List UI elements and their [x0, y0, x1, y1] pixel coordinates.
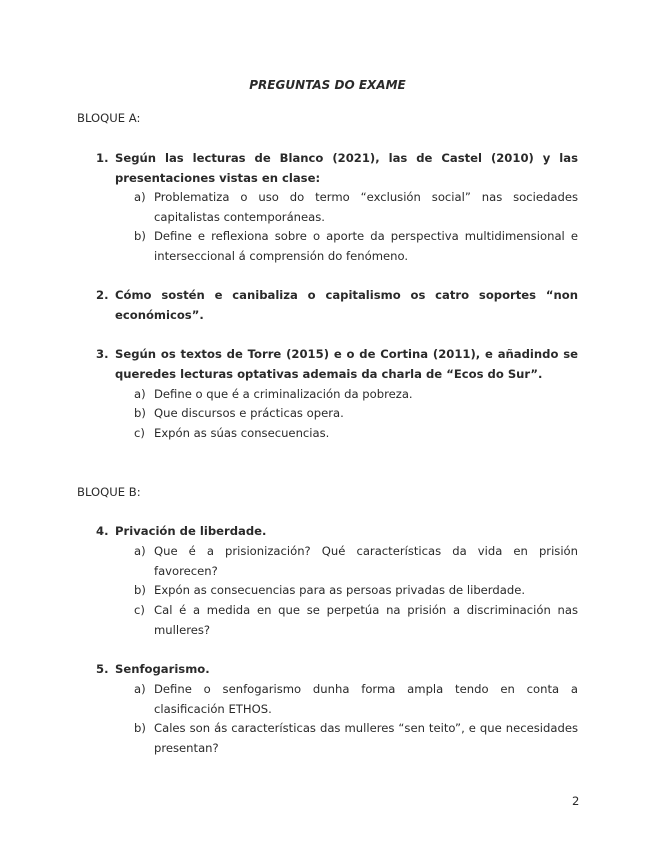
question-5-item-b — [134, 719, 578, 758]
item-letter: c) — [134, 426, 145, 440]
question-text: Privación de liberdade. — [115, 524, 267, 538]
question-3-item-c — [134, 424, 578, 444]
question-text: Según os textos de Torre (2015) e o de Cortina (2011), e añadindo se queredes lecturas optativas ademais da charla de “Ecos do Sur”. — [115, 347, 578, 381]
block-b-label: BLOQUE B: — [77, 485, 141, 499]
question-number: 1. — [96, 151, 109, 165]
item-letter: b) — [134, 583, 146, 597]
item-letter: a) — [134, 544, 146, 558]
question-1-item-b — [134, 227, 578, 266]
question-text: Cómo sostén e canibaliza o capitalismo os catro soportes “non económicos”. — [115, 288, 578, 322]
question-number: 5. — [96, 662, 109, 676]
item-letter: a) — [134, 682, 146, 696]
question-number: 2. — [96, 288, 109, 302]
question-text: Según las lecturas de Blanco (2021), las de Castel (2010) y las presentaciones vistas en clase: — [115, 151, 578, 185]
page-title: PREGUNTAS DO EXAME — [249, 78, 406, 92]
question-4 — [96, 522, 578, 542]
question-1-item-a — [134, 188, 578, 227]
block-a-label: BLOQUE A: — [77, 111, 141, 125]
question-3 — [96, 345, 578, 384]
question-3-item-b — [134, 404, 578, 424]
item-letter: b) — [134, 406, 146, 420]
item-text: Define e reflexiona sobre o aporte da perspectiva multidimensional e interseccional á comprensión do fenómeno. — [154, 229, 578, 263]
question-2 — [96, 286, 578, 325]
question-5-item-a — [134, 680, 578, 719]
item-letter: c) — [134, 603, 145, 617]
item-text: Cales son ás características das mulleres “sen teito”, e que necesidades presentan? — [154, 721, 578, 755]
question-4-item-b — [134, 581, 578, 601]
question-number: 3. — [96, 347, 109, 361]
item-letter: a) — [134, 387, 146, 401]
page-number: 2 — [572, 794, 580, 808]
item-text: Define o senfogarismo dunha forma ampla tendo en conta a clasificación ETHOS. — [154, 682, 578, 716]
question-number: 4. — [96, 524, 109, 538]
item-letter: b) — [134, 721, 146, 735]
item-text: Problematiza o uso do termo “exclusión social” nas sociedades capitalistas contemporáneas. — [154, 190, 578, 224]
question-5 — [96, 660, 578, 680]
question-text: Senfogarismo. — [115, 662, 210, 676]
item-letter: a) — [134, 190, 146, 204]
question-4-item-c — [134, 601, 578, 640]
item-text: Que discursos e prácticas opera. — [154, 406, 344, 420]
item-letter: b) — [134, 229, 146, 243]
question-1 — [96, 149, 578, 188]
question-4-item-a — [134, 542, 578, 581]
item-text: Expón as consecuencias para as persoas privadas de liberdade. — [154, 583, 526, 597]
item-text: Cal é a medida en que se perpetúa na prisión a discriminación nas mulleres? — [154, 603, 578, 637]
question-3-item-a — [134, 385, 578, 405]
item-text: Define o que é a criminalización da pobreza. — [154, 387, 413, 401]
item-text: Expón as súas consecuencias. — [154, 426, 330, 440]
item-text: Que é a prisionización? Qué características da vida en prisión favorecen? — [154, 544, 578, 578]
